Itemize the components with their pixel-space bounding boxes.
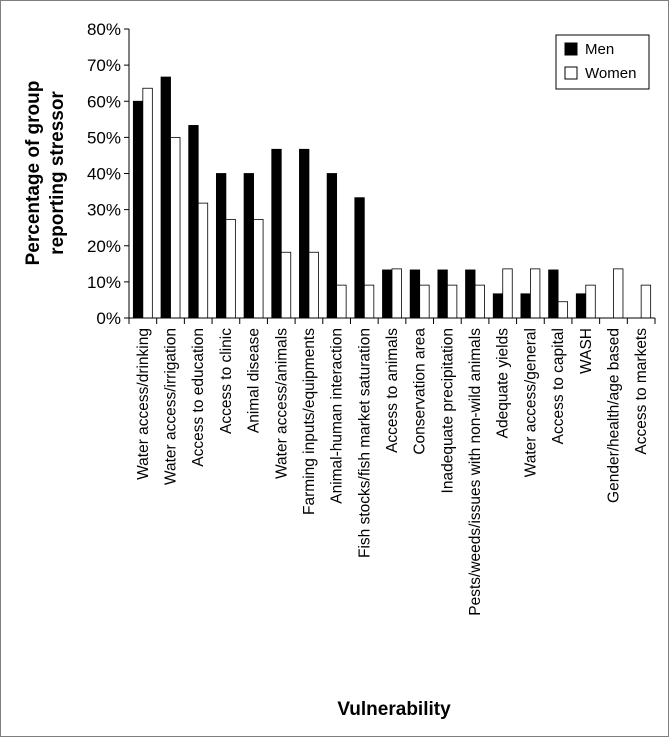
x-tick-label-17: Gender/health/age based — [605, 328, 623, 503]
legend-swatch-women — [565, 67, 577, 79]
x-tick-label-15: Access to capital — [550, 328, 568, 445]
bar-women-10 — [420, 285, 430, 318]
bar-men-0 — [133, 101, 143, 318]
x-tick-label-10: Conservation area — [411, 328, 429, 455]
bar-men-15 — [549, 270, 559, 318]
x-tick-label-11: Inadequate precipitation — [439, 328, 457, 494]
bars — [133, 77, 650, 318]
y-tick-label-2: 20% — [86, 236, 121, 256]
y-axis-title-line-2: reporting stressor — [47, 91, 68, 255]
bar-women-3 — [226, 219, 236, 318]
y-tick-label-0: 0% — [96, 309, 121, 328]
bar-women-1 — [171, 137, 181, 318]
x-tick-label-14: Water access/general — [522, 328, 540, 478]
bar-women-12 — [475, 285, 485, 318]
x-tick-label-13: Adequate yields — [494, 328, 512, 439]
x-tick-label-6: Farming inputs/equipments — [300, 328, 318, 515]
bar-women-7 — [337, 285, 347, 318]
bar-men-16 — [576, 294, 586, 318]
bar-men-4 — [244, 174, 254, 319]
bar-men-3 — [216, 174, 226, 319]
x-tick-label-1: Water access/irrigation — [162, 328, 180, 486]
y-tick-label-3: 30% — [86, 200, 121, 220]
y-tick-label-5: 50% — [86, 128, 121, 148]
x-axis-title: Vulnerability — [337, 699, 451, 720]
bar-men-12 — [466, 270, 476, 318]
bar-men-10 — [410, 270, 420, 318]
bar-men-6 — [299, 149, 309, 318]
bar-chart — [1, 1, 669, 738]
legend-label-women: Women — [585, 65, 637, 82]
x-tick-label-16: WASH — [577, 328, 595, 374]
bar-men-2 — [189, 125, 199, 318]
y-tick-label-1: 10% — [86, 272, 121, 292]
x-tick-label-9: Access to animals — [384, 328, 401, 453]
x-tick-label-4: Animal disease — [245, 328, 263, 434]
bar-men-9 — [383, 270, 393, 318]
bar-women-18 — [641, 285, 651, 318]
bar-women-8 — [364, 285, 374, 318]
x-tick-label-7: Animal-human interaction — [328, 328, 346, 504]
bar-men-8 — [355, 198, 365, 318]
bar-men-11 — [438, 270, 448, 318]
bar-women-0 — [143, 88, 153, 318]
bar-women-15 — [558, 302, 568, 318]
bar-women-14 — [530, 269, 540, 318]
x-tick-label-2: Access to education — [190, 328, 208, 467]
y-tick-label-8: 80% — [86, 20, 121, 39]
bar-men-1 — [161, 77, 171, 318]
x-tick-labels — [135, 328, 650, 616]
y-tick-label-6: 60% — [86, 92, 121, 112]
bar-women-16 — [586, 285, 596, 318]
x-tick-label-5: Water access/animals — [273, 328, 291, 480]
x-tick-label-8: Fish stocks/fish market saturation — [356, 328, 374, 558]
legend-swatch-men — [565, 43, 577, 55]
y-tick-labels — [87, 20, 121, 328]
bar-women-9 — [392, 269, 402, 318]
bar-women-2 — [198, 203, 208, 318]
bar-men-7 — [327, 174, 337, 319]
bar-men-13 — [493, 294, 503, 318]
bar-women-17 — [613, 269, 623, 318]
bar-men-5 — [272, 149, 282, 318]
bar-women-11 — [447, 285, 457, 318]
x-tick-label-12: Pests/weeds/issues with non-wild animals — [467, 328, 485, 616]
x-tick-label-0: Water access/drinking — [134, 328, 152, 480]
legend-label-men: Men — [585, 41, 615, 58]
bar-women-6 — [309, 252, 319, 318]
y-axis-title-line-1: Percentage of group — [23, 80, 44, 266]
y-tick-label-7: 70% — [86, 56, 121, 76]
bar-women-5 — [281, 252, 291, 318]
bar-women-13 — [503, 269, 513, 318]
x-tick-label-18: Access to markets — [633, 328, 651, 455]
bar-women-4 — [254, 219, 264, 318]
bar-men-14 — [521, 294, 531, 318]
y-tick-label-4: 40% — [86, 164, 121, 184]
legend — [556, 35, 649, 89]
x-tick-label-3: Access to clinic — [217, 328, 235, 434]
